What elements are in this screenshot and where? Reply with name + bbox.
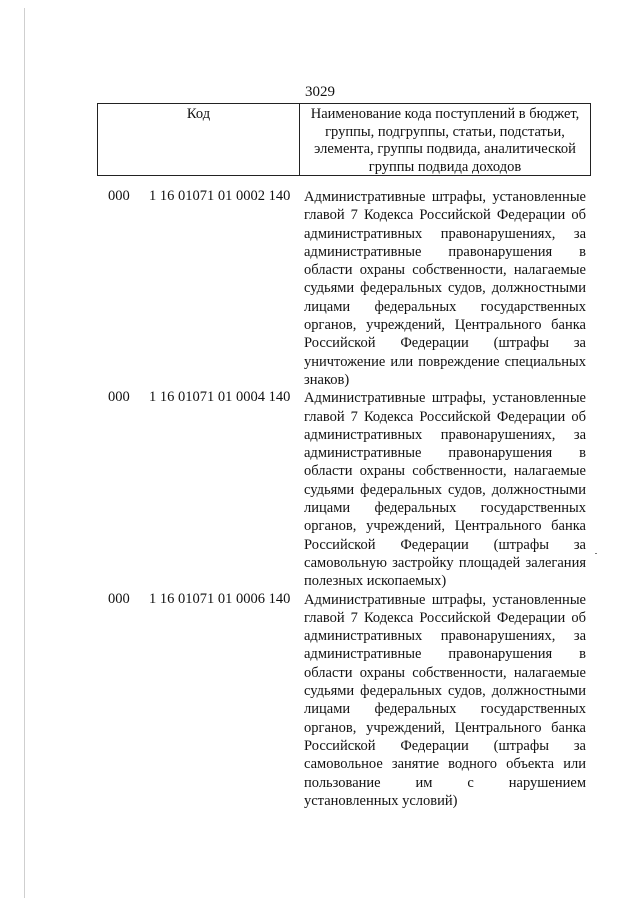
table-body <box>0 188 640 810</box>
header-code-column: Код <box>98 104 300 175</box>
table-row <box>0 188 640 389</box>
row-admin-code: 000 <box>108 188 130 204</box>
row-admin-code: 000 <box>108 590 130 607</box>
header-name-column: Наименование кода поступлений в бюджет, группы, подгруппы, статьи, подстатьи, элемента, группы подвида, аналитической группы подвида доходов <box>310 106 580 175</box>
row-description: Административные штрафы, установленные главой 7 Кодекса Российской Федерации об административных правонарушениях, за административные правонарушения в области охраны собственности, налагаемые судьями федеральных судов, должностными лицами федеральных государственных органов, учреждений, Центрального банка Российской Федерации (штрафы за самовольное занятие водного объекта или пользование им с нарушением установленных условий) <box>304 591 586 809</box>
row-income-code: 1 16 01071 01 0004 140 <box>149 389 291 406</box>
row-admin-code: 000 <box>108 389 130 406</box>
row-income-code: 1 16 01071 01 0002 140 <box>149 188 291 204</box>
scan-speck <box>595 553 597 554</box>
table-header <box>97 103 591 176</box>
page-number: 3029 <box>305 84 335 100</box>
table-row <box>0 389 640 590</box>
table-row <box>0 591 640 811</box>
row-description: Административные штрафы, установленные главой 7 Кодекса Российской Федерации об административных правонарушениях, за административные правонарушения в области охраны собственности, налагаемые судьями федеральных судов, должностными лицами федеральных государственных органов, учреждений, Центрального банка Российской Федерации (штрафы за уничтожение или повреждение специальных знаков) <box>304 189 586 388</box>
row-description: Административные штрафы, установленные главой 7 Кодекса Российской Федерации об административных правонарушениях, за административные правонарушения в области охраны собственности, налагаемые судьями федеральных судов, должностными лицами федеральных государственных органов, учреждений, Центрального банка Российской Федерации (штрафы за самовольную застройку площадей залегания полезных ископаемых) <box>304 390 586 590</box>
row-income-code: 1 16 01071 01 0006 140 <box>149 590 291 607</box>
